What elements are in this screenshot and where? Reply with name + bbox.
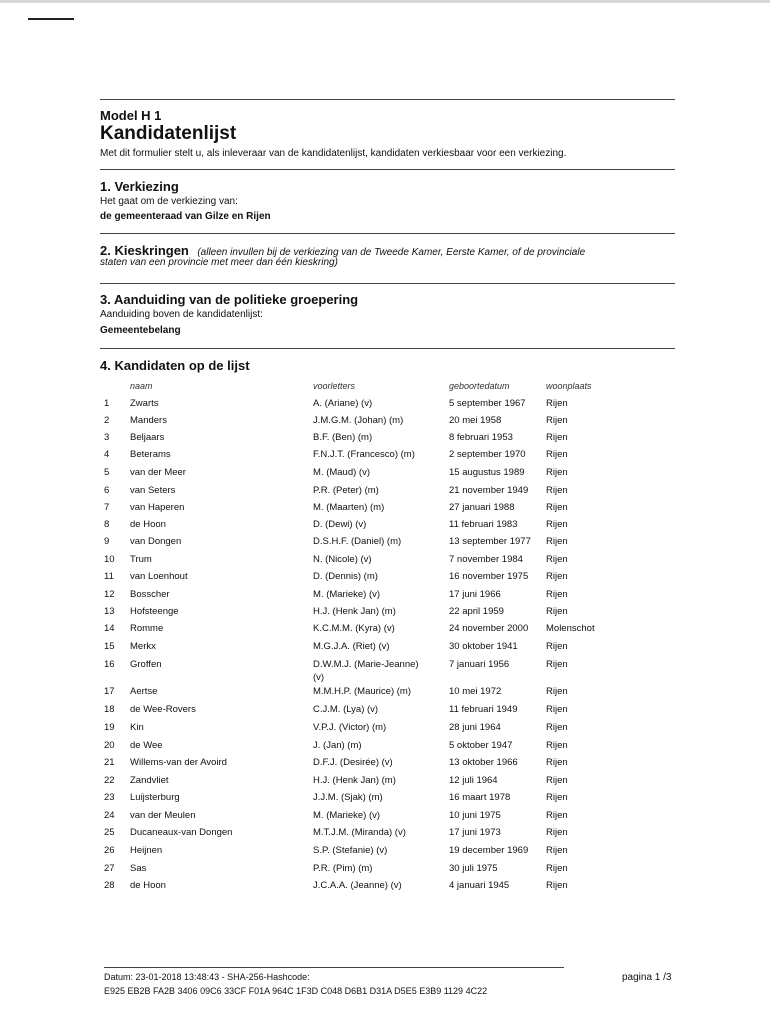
candidate-number: 12 (104, 589, 115, 600)
candidate-name: Bosscher (130, 589, 170, 600)
column-header-residence: woonplaats (546, 381, 592, 391)
candidate-number: 15 (104, 641, 115, 652)
candidate-number: 26 (104, 845, 115, 856)
candidate-residence: Rijen (546, 554, 568, 565)
candidate-birthdate: 15 augustus 1989 (449, 467, 525, 478)
model-label: Model H 1 (100, 108, 162, 123)
table-row (0, 659, 770, 683)
candidate-name: Groffen (130, 659, 162, 670)
candidate-name: Romme (130, 623, 164, 634)
section-1-label: Het gaat om de verkiezing van: (100, 196, 238, 207)
candidate-initials: N. (Nicole) (v) (313, 554, 372, 565)
section-2-note-line2: staten van een provincie met meer dan één kieskring) (100, 257, 338, 268)
candidate-birthdate: 27 januari 1988 (449, 502, 515, 513)
candidate-initials: M.T.J.M. (Miranda) (v) (313, 827, 406, 838)
candidate-name: van der Meulen (130, 810, 196, 821)
table-row (0, 827, 770, 843)
candidate-residence: Rijen (546, 485, 568, 496)
candidate-initials: S.P. (Stefanie) (v) (313, 845, 388, 856)
candidate-initials: V.P.J. (Victor) (m) (313, 722, 387, 733)
table-row (0, 704, 770, 720)
candidate-initials: J. (Jan) (m) (313, 740, 362, 751)
table-row (0, 863, 770, 879)
table-row (0, 554, 770, 570)
candidate-initials: M. (Maud) (v) (313, 467, 370, 478)
candidate-residence: Rijen (546, 722, 568, 733)
candidate-birthdate: 16 november 1975 (449, 571, 529, 582)
candidate-birthdate: 5 oktober 1947 (449, 740, 513, 751)
candidate-residence: Rijen (546, 880, 568, 891)
candidate-name: van Loenhout (130, 571, 188, 582)
divider (100, 99, 675, 100)
candidate-number: 19 (104, 722, 115, 733)
candidate-residence: Rijen (546, 863, 568, 874)
candidate-number: 10 (104, 554, 115, 565)
candidate-number: 22 (104, 775, 115, 786)
candidate-residence: Rijen (546, 606, 568, 617)
candidate-residence: Rijen (546, 519, 568, 530)
candidate-residence: Rijen (546, 432, 568, 443)
candidate-name: Beterams (130, 449, 171, 460)
candidate-name: Manders (130, 415, 167, 426)
candidate-initials: D.F.J. (Desirée) (v) (313, 757, 393, 768)
candidate-birthdate: 22 april 1959 (449, 606, 504, 617)
candidate-residence: Molenschot (546, 623, 595, 634)
candidate-residence: Rijen (546, 536, 568, 547)
candidate-initials: A. (Ariane) (v) (313, 398, 373, 409)
table-row (0, 740, 770, 756)
candidate-residence: Rijen (546, 449, 568, 460)
table-row (0, 722, 770, 738)
candidate-initials: J.M.G.M. (Johan) (m) (313, 415, 404, 426)
divider (100, 348, 675, 349)
candidate-birthdate: 30 oktober 1941 (449, 641, 518, 652)
section-4-heading: 4. Kandidaten op de lijst (100, 358, 250, 373)
candidate-residence: Rijen (546, 775, 568, 786)
candidate-residence: Rijen (546, 467, 568, 478)
candidate-birthdate: 5 september 1967 (449, 398, 526, 409)
candidate-initials: D. (Dewi) (v) (313, 519, 367, 530)
candidate-birthdate: 16 maart 1978 (449, 792, 511, 803)
candidate-birthdate: 28 juni 1964 (449, 722, 501, 733)
candidate-number: 28 (104, 880, 115, 891)
candidate-birthdate: 13 september 1977 (449, 536, 531, 547)
candidate-birthdate: 21 november 1949 (449, 485, 529, 496)
candidate-initials: M. (Marieke) (v) (313, 589, 381, 600)
table-row (0, 467, 770, 483)
candidate-number: 7 (104, 502, 110, 513)
candidate-number: 20 (104, 740, 115, 751)
candidate-initials: K.C.M.M. (Kyra) (v) (313, 623, 395, 634)
divider (100, 169, 675, 170)
candidate-initials: M. (Marieke) (v) (313, 810, 381, 821)
candidate-number: 4 (104, 449, 110, 460)
table-row (0, 415, 770, 431)
candidate-initials: D.W.M.J. (Marie-Jeanne) (313, 659, 419, 670)
candidate-initials: M. (Maarten) (m) (313, 502, 385, 513)
candidate-name: Trum (130, 554, 152, 565)
table-row (0, 810, 770, 826)
candidate-number: 17 (104, 686, 115, 697)
candidate-initials: B.F. (Ben) (m) (313, 432, 373, 443)
candidate-number: 23 (104, 792, 115, 803)
candidate-name: de Hoon (130, 880, 166, 891)
footer-divider (104, 967, 564, 968)
candidate-residence: Rijen (546, 845, 568, 856)
candidate-birthdate: 11 februari 1983 (449, 519, 518, 530)
candidate-name: Willems-van der Avoird (130, 757, 227, 768)
candidate-name: Heijnen (130, 845, 163, 856)
section-3-heading: 3. Aanduiding van de politieke groepering (100, 292, 359, 307)
candidate-birthdate: 13 oktober 1966 (449, 757, 518, 768)
candidate-birthdate: 17 juni 1973 (449, 827, 501, 838)
candidate-name: Zandvliet (130, 775, 169, 786)
candidate-initials: P.R. (Peter) (m) (313, 485, 379, 496)
candidate-name: Ducaneaux-van Dongen (130, 827, 233, 838)
candidate-birthdate: 12 juli 1964 (449, 775, 498, 786)
table-row (0, 686, 770, 702)
candidate-number: 1 (104, 398, 110, 409)
punch-mark (28, 18, 74, 20)
candidate-name: de Hoon (130, 519, 166, 530)
candidate-name: Merkx (130, 641, 156, 652)
column-header-birthdate: geboortedatum (449, 381, 510, 391)
candidate-birthdate: 24 november 2000 (449, 623, 529, 634)
footer-date: Datum: 23-01-2018 13:48:43 - SHA-256-Hashcode: (104, 972, 310, 982)
section-2-heading: 2. Kieskringen (100, 243, 189, 258)
candidate-name: Aertse (130, 686, 158, 697)
candidate-birthdate: 10 juni 1975 (449, 810, 501, 821)
candidate-birthdate: 2 september 1970 (449, 449, 526, 460)
table-row (0, 502, 770, 518)
candidate-residence: Rijen (546, 502, 568, 513)
table-row (0, 398, 770, 414)
candidate-initials: M.M.H.P. (Maurice) (m) (313, 686, 411, 697)
section-3-value: Gemeentebelang (100, 325, 181, 336)
candidate-name: van Seters (130, 485, 176, 496)
candidate-name: Zwarts (130, 398, 159, 409)
table-row (0, 449, 770, 465)
candidate-birthdate: 8 februari 1953 (449, 432, 513, 443)
page-title: Kandidatenlijst (100, 123, 237, 144)
candidate-initials: D. (Dennis) (m) (313, 571, 378, 582)
table-row (0, 589, 770, 605)
candidate-residence: Rijen (546, 571, 568, 582)
candidate-initials: F.N.J.T. (Francesco) (m) (313, 449, 415, 460)
candidate-name: van Haperen (130, 502, 185, 513)
table-row (0, 536, 770, 552)
section-3-label: Aanduiding boven de kandidatenlijst: (100, 309, 263, 320)
candidate-name: de Wee (130, 740, 163, 751)
candidate-initials: J.C.A.A. (Jeanne) (v) (313, 880, 402, 891)
page-number: pagina 1 /3 (622, 972, 672, 983)
candidate-initials: M.G.J.A. (Riet) (v) (313, 641, 390, 652)
candidate-number: 5 (104, 467, 110, 478)
candidate-birthdate: 7 januari 1956 (449, 659, 510, 670)
candidate-birthdate: 11 februari 1949 (449, 704, 518, 715)
candidate-initials: H.J. (Henk Jan) (m) (313, 775, 396, 786)
candidate-initials: D.S.H.F. (Daniel) (m) (313, 536, 402, 547)
candidate-birthdate: 7 november 1984 (449, 554, 523, 565)
candidate-name: Luijsterburg (130, 792, 180, 803)
candidate-number: 24 (104, 810, 115, 821)
candidate-number: 18 (104, 704, 115, 715)
candidate-name: Hofsteenge (130, 606, 179, 617)
candidate-name: Kin (130, 722, 144, 733)
candidate-name: van der Meer (130, 467, 186, 478)
candidate-birthdate: 17 juni 1966 (449, 589, 501, 600)
footer-hash: E925 EB2B FA2B 3406 09C6 33CF F01A 964C 1F3D C048 D6B1 D31A D5E5 E3B9 1129 4C22 (104, 986, 488, 996)
candidate-number: 6 (104, 485, 110, 496)
table-row (0, 775, 770, 791)
candidate-residence: Rijen (546, 792, 568, 803)
section-1-value: de gemeenteraad van Gilze en Rijen (100, 211, 271, 222)
section-1-heading: 1. Verkiezing (100, 179, 179, 194)
candidate-residence: Rijen (546, 827, 568, 838)
candidate-number: 27 (104, 863, 115, 874)
candidate-number: 11 (104, 571, 114, 582)
table-row (0, 606, 770, 622)
candidate-residence: Rijen (546, 659, 568, 670)
candidate-number: 25 (104, 827, 115, 838)
table-row (0, 485, 770, 501)
scan-edge (0, 0, 770, 3)
candidate-residence: Rijen (546, 398, 568, 409)
candidate-residence: Rijen (546, 810, 568, 821)
candidate-residence: Rijen (546, 740, 568, 751)
table-row (0, 432, 770, 448)
candidate-birthdate: 10 mei 1972 (449, 686, 502, 697)
table-row (0, 792, 770, 808)
candidate-number: 21 (104, 757, 115, 768)
candidate-name: Beljaars (130, 432, 165, 443)
candidate-name: de Wee-Rovers (130, 704, 196, 715)
candidate-number: 14 (104, 623, 115, 634)
candidate-birthdate: 30 juli 1975 (449, 863, 498, 874)
table-row (0, 845, 770, 861)
candidate-number: 9 (104, 536, 110, 547)
table-row (0, 519, 770, 535)
candidate-birthdate: 4 januari 1945 (449, 880, 510, 891)
candidate-residence: Rijen (546, 757, 568, 768)
table-row (0, 757, 770, 773)
table-row (0, 623, 770, 639)
candidate-name: Sas (130, 863, 147, 874)
candidate-birthdate: 19 december 1969 (449, 845, 529, 856)
candidate-number: 16 (104, 659, 115, 670)
candidate-number: 3 (104, 432, 110, 443)
candidate-initials: P.R. (Pim) (m) (313, 863, 373, 874)
table-row (0, 880, 770, 896)
candidate-residence: Rijen (546, 589, 568, 600)
intro-text: Met dit formulier stelt u, als inleveraar van de kandidatenlijst, kandidaten verkiesbaar voor een verkiezing. (100, 148, 567, 159)
table-row (0, 571, 770, 587)
candidate-birthdate: 20 mei 1958 (449, 415, 502, 426)
candidate-number: 8 (104, 519, 110, 530)
candidate-residence: Rijen (546, 415, 568, 426)
candidate-number: 13 (104, 606, 115, 617)
candidate-residence: Rijen (546, 686, 568, 697)
column-header-name: naam (130, 381, 153, 391)
candidate-initials: H.J. (Henk Jan) (m) (313, 606, 396, 617)
section-2-note: (alleen invullen bij de verkiezing van de Tweede Kamer, Eerste Kamer, of de provinciale (197, 247, 586, 258)
candidate-initials: C.J.M. (Lya) (v) (313, 704, 379, 715)
divider (100, 233, 675, 234)
divider (100, 283, 675, 284)
candidate-initials: J.J.M. (Sjak) (m) (313, 792, 383, 803)
candidate-name: van Dongen (130, 536, 182, 547)
candidate-residence: Rijen (546, 704, 568, 715)
candidate-residence: Rijen (546, 641, 568, 652)
table-row (0, 641, 770, 657)
candidate-initials-continued: (v) (313, 672, 325, 683)
column-header-initials: voorletters (313, 381, 356, 391)
candidate-number: 2 (104, 415, 110, 426)
